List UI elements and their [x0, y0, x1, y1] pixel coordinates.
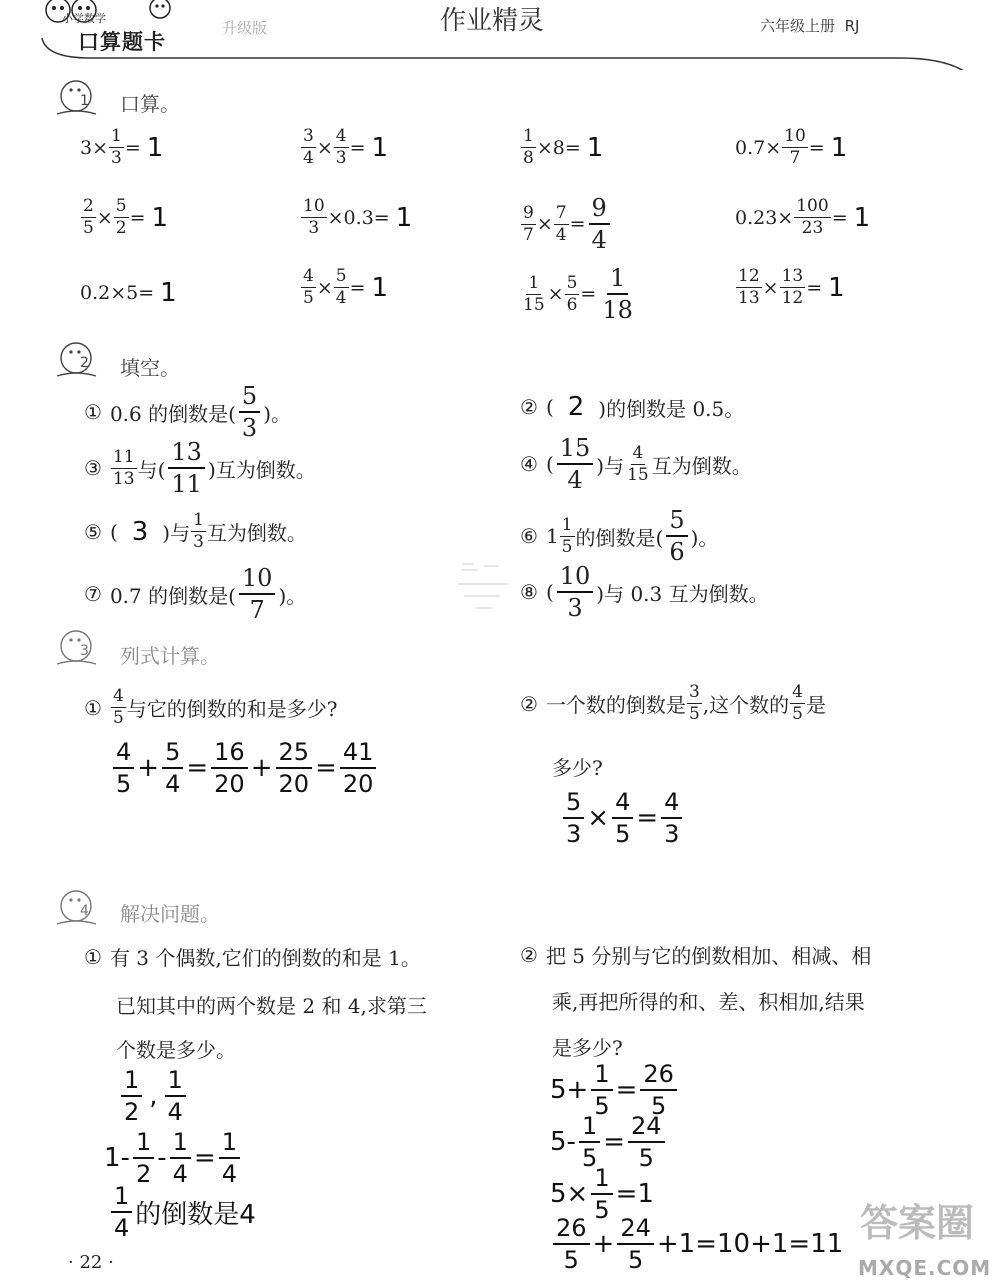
watermark-logo-text: 答案圈: [860, 1201, 975, 1245]
svg-text:1: 1: [80, 93, 89, 109]
fill-q6: ⑥ 1 $\frac{1}{5}$ 的倒数是( 5 6 )。: [520, 506, 719, 566]
page-title: 作业精灵: [440, 6, 545, 36]
section-3-title: 列式计算。: [120, 644, 220, 668]
calc-q2-prompt: ② 一个数的倒数是 $\frac{3}{5}$ ,这个数的 $\frac{4}{5}$ 是: [520, 682, 826, 724]
problem-q2-line1: ② 把 5 分别与它的倒数相加、相减、相: [520, 942, 872, 968]
answer-r1c1: 1: [146, 132, 164, 163]
fill-q1: ① 0.6 的倒数是( 5 3 )。: [84, 382, 291, 442]
calc-r3c1: 0.2×5= 1: [80, 278, 177, 308]
section-1-title: 口算。: [120, 92, 180, 116]
fill-q7: ⑦ 0.7 的倒数是( 10 7 )。: [84, 564, 307, 624]
svg-text:4: 4: [80, 903, 89, 919]
calc-q1-prompt: ① $\frac{4}{5}$ 与它的倒数的和是多少?: [84, 686, 338, 728]
book-label: 六年级上册 RJ: [760, 17, 860, 35]
fill-q5: ⑤ ( 3 )与 $\frac{1}{3}$ 互为倒数。: [84, 510, 307, 552]
answer-r2c1: 1: [151, 202, 169, 233]
logo-subtitle: 小学数学: [62, 12, 106, 25]
calc-r1c3: $\frac{1}{8}$ ×8= 1: [523, 126, 604, 168]
problem-q2-line3: 是多少?: [552, 1036, 623, 1060]
logo-title: 口算题卡: [78, 30, 166, 54]
section-4-title: 解决问题。: [120, 902, 220, 926]
answer-r3c1: 1: [160, 278, 177, 308]
answer-r1c2: 1: [371, 132, 389, 163]
watermark-text: MXQE.COM: [858, 1256, 992, 1280]
answer-r3c4: 1: [828, 272, 845, 303]
calc-r3c4: $\frac{12}{13}$ × $\frac{13}{12}$ = 1: [738, 266, 845, 308]
svg-text:2: 2: [80, 355, 89, 371]
answer-r2c2: 1: [395, 202, 413, 233]
calc-r2c2: $\frac{10}{3}$ ×0.3= 1: [303, 196, 413, 238]
answer-r2c4: 1: [853, 202, 871, 233]
problem-q1-work-3: 1 4 的倒数是4: [108, 1184, 256, 1240]
grade-label: 升级版: [222, 19, 268, 37]
svg-text:3: 3: [80, 643, 89, 659]
problem-q2-work-1: 5+ $\frac{1}{5}$ = $\frac{26}{5}$: [550, 1062, 680, 1118]
calc-r2c1: $\frac{2}{5}$ × $\frac{5}{2}$ = 1: [83, 196, 169, 238]
fill-q8: ⑧ ( 10 3 )与 0.3 互为倒数。: [520, 562, 769, 622]
problem-q1-line2: 已知其中的两个数是 2 和 4,求第三: [116, 994, 427, 1018]
calc-r2c4: 0.23× $\frac{100}{23}$ = 1: [735, 196, 871, 238]
section-4-badge-icon: [54, 886, 98, 930]
calc-r1c2: $\frac{3}{4}$ × $\frac{4}{3}$ = 1: [303, 126, 389, 168]
answer-r3c2: 1: [371, 272, 389, 303]
problem-q1-work-1: 1 2 , 1 4: [118, 1068, 189, 1124]
problem-q2-work-3: 5× $\frac{1}{5}$ =1: [550, 1164, 654, 1224]
section-3-badge-icon: [54, 626, 98, 670]
calc-q2-prompt-line2: 多少?: [552, 756, 603, 780]
problem-q2-work-2: 5- $\frac{1}{5}$ = $\frac{24}{5}$: [550, 1114, 668, 1170]
answer-r3c3: $\frac{1}{18}$: [602, 264, 633, 324]
calc-q1-work: 4 5 + $\frac{5}{4}$ = $\frac{16}{20}$ + $\frac{25}{20}$ = $\frac{41}{20}$: [110, 740, 379, 796]
problem-q1-line3: 个数是多少。: [116, 1038, 236, 1062]
fill-q2: ② ( 2 )的倒数是 0.5。: [520, 392, 745, 422]
calc-q2-work: $\frac{5}{3}$ × $\frac{4}{5}$ = $\frac{4}{3}$: [560, 790, 685, 846]
calc-r3c3: $\frac{1}{15}$ × $\frac{5}{6}$ = $\frac{1}{18}$: [520, 266, 639, 322]
faint-stamp-icon: [454, 556, 514, 616]
problem-q1-work-2: 1- 1 2 - $\frac{1}{4}$ = $\frac{1}{4}$: [104, 1130, 243, 1186]
calc-r1c1: 3× $\frac{1}{3}$ = 1: [80, 126, 164, 168]
section-2-badge-icon: [54, 338, 98, 382]
fill-q4: ④ ( 15 4 )与 $\frac{4}{15}$ 互为倒数。: [520, 434, 752, 494]
section-2-title: 填空。: [120, 356, 180, 380]
answer-r1c3: 1: [586, 132, 604, 163]
fill-q3: ③ $\frac{11}{13}$ 与( 13 11 )互为倒数。: [84, 438, 316, 498]
calc-r3c2: $\frac{4}{5}$ × $\frac{5}{4}$ = 1: [303, 266, 389, 308]
problem-q1-line1: ① 有 3 个偶数,它们的倒数的和是 1。: [84, 944, 421, 970]
section-1-badge-icon: [54, 76, 98, 120]
page-number: · 22 ·: [68, 1252, 114, 1273]
answer-r2c3: $\frac{9}{4}$: [589, 196, 610, 252]
calc-r1c4: 0.7× $\frac{10}{7}$ = 1: [735, 126, 848, 168]
answer-r1c4: 1: [830, 132, 848, 163]
problem-q2-work-4: 26 5 + $\frac{24}{5}$ +1=10+1=11: [550, 1216, 843, 1272]
calc-r2c3: $\frac{9}{7}$ × $\frac{7}{4}$ = $\frac{9}{4}$: [520, 196, 613, 252]
problem-q2-line2: 乘,再把所得的和、差、积相加,结果: [552, 990, 865, 1014]
